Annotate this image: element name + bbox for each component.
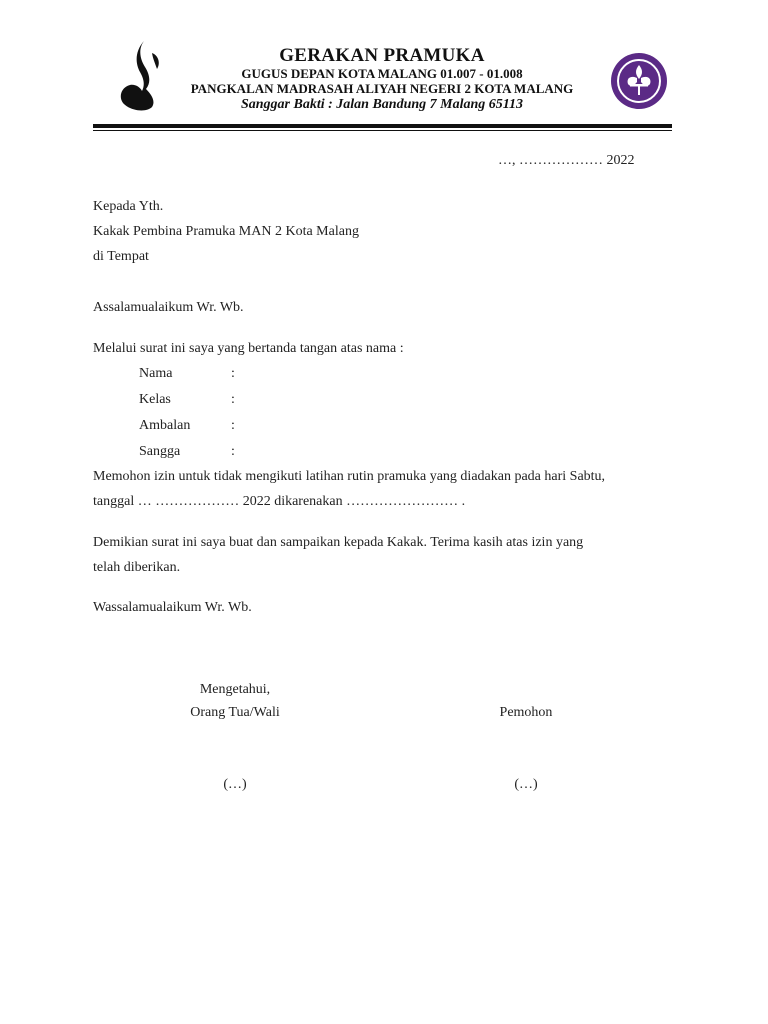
request-line-2: tanggal … ……………… 2022 dikarenakan …………………… . — [93, 494, 466, 509]
pangkalan: PANGKALAN MADRASAH ALIYAH NEGERI 2 KOTA MALANG — [190, 81, 574, 96]
field-sep-kelas: : — [231, 392, 235, 407]
closing-line-2: telah diberikan. — [93, 560, 181, 575]
wosm-emblem-logo — [607, 51, 671, 111]
field-label-ambalan: Ambalan — [139, 418, 191, 433]
recipient-line-1: Kepada Yth. — [93, 199, 164, 214]
field-sep-ambalan: : — [231, 418, 235, 433]
field-label-nama: Nama — [139, 366, 173, 381]
greeting: Assalamualaikum Wr. Wb. — [93, 300, 244, 315]
signature-left-label-2: Orang Tua/Wali — [190, 705, 280, 720]
signature-right-name: (…) — [514, 777, 538, 792]
intro-line: Melalui surat ini saya yang bertanda tangan atas nama : — [93, 341, 404, 356]
farewell: Wassalamualaikum Wr. Wb. — [93, 600, 252, 615]
field-label-sangga: Sangga — [139, 444, 181, 459]
field-sep-sangga: : — [231, 444, 235, 459]
header-divider-thin — [93, 130, 672, 131]
field-sep-nama: : — [231, 366, 235, 381]
signature-left-label-1: Mengetahui, — [199, 682, 271, 697]
tunas-kelapa-logo — [118, 39, 162, 113]
org-name: GERAKAN PRAMUKA — [279, 45, 485, 66]
recipient-line-3: di Tempat — [93, 249, 149, 264]
header-divider-thick — [93, 124, 672, 128]
org-address: Sanggar Bakti : Jalan Bandung 7 Malang 65113 — [240, 97, 524, 112]
recipient-line-2: Kakak Pembina Pramuka MAN 2 Kota Malang — [93, 224, 359, 239]
request-line-1: Memohon izin untuk tidak mengikuti latihan rutin pramuka yang diadakan pada hari Sabtu, — [93, 469, 606, 484]
signature-right-label: Pemohon — [499, 705, 553, 720]
signature-left-name: (…) — [223, 777, 247, 792]
field-label-kelas: Kelas — [139, 392, 171, 407]
date-line: …, ……………… 2022 — [498, 153, 635, 168]
gugus-depan: GUGUS DEPAN KOTA MALANG 01.007 - 01.008 — [241, 66, 523, 81]
closing-line-1: Demikian surat ini saya buat dan sampaikan kepada Kakak. Terima kasih atas izin yang — [93, 535, 584, 550]
